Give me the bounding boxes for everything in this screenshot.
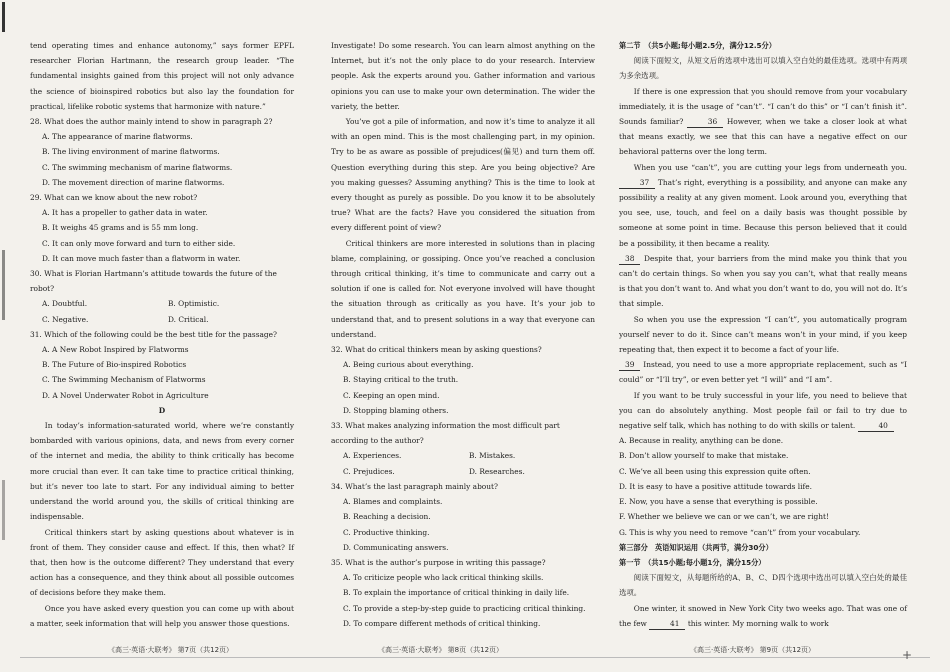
page-7-column: [30, 38, 294, 631]
option: B. The Future of Bio-inspired Robotics: [42, 360, 187, 370]
option: C. The Swimming Mechanism of Flatworms: [42, 375, 206, 385]
scan-edge-mark: [2, 2, 5, 32]
option: B. It weighs 45 grams and is 55 mm long.: [42, 223, 199, 233]
instructions: 阅读下面短文，从短文后的选项中选出可以填入空白处的最佳选项。选项中有两项为多余选项。: [619, 56, 907, 81]
option-row: [42, 312, 294, 327]
option: A. Experiences.: [343, 451, 402, 461]
instructions: 阅读下面短文，从每题所给的A、B、C、D四个选项中选出可以填入空白处的最佳选项。: [619, 573, 907, 598]
section-heading: 第二节 （共5小题;每小题2.5分，满分12.5分）: [619, 41, 776, 50]
option: C. We’ve all been using this expression quite often.: [619, 466, 811, 476]
option: E. Now, you have a sense that everything is possible.: [619, 497, 818, 507]
question-32: 32. What do critical thinkers mean by asking questions?: [331, 345, 542, 355]
option: C. It can only move forward and turn to either side.: [42, 238, 236, 248]
passage-d-paragraph: Critical thinkers start by asking questions about whatever is in front of them. They consider cause and effect. If this, then what? If that, then how is the outcome different? They understand that every action has a consequence, and they think about all possible outcomes of decisions before they make them.: [30, 527, 294, 598]
passage-d-paragraph: You’ve got a pile of information, and now it’s time to analyze it all with an open mind. This is the most challenging part, in my opinion. Try to be as aware as possible of prejudices(偏见) and turn them off. Question everything during this step. Are you being objective? Are you making guesses? Assuming anything? This is the time to look at every thought as purely as possible. Do you know it to be absolutely true? What are the facts? Have you considered the situation from every different point of view?: [331, 117, 595, 233]
option: G. This is why you need to remove “can’t” from your vocabulary.: [619, 527, 861, 537]
option: C. Productive thinking.: [343, 527, 430, 537]
blank-38[interactable]: 38: [619, 253, 640, 265]
passage-d-paragraph: Investigate! Do some research. You can learn almost anything on the Internet, but it’s not the only place to do your research. Interview people. Ask the experts around you. Gather information and various opinions you can use to make your own determination. The wider the variety, the better.: [331, 41, 595, 111]
option: C. The swimming mechanism of marine flatworms.: [42, 162, 233, 172]
option-row: [42, 296, 294, 311]
option: C. Negative.: [42, 314, 89, 324]
blank-40[interactable]: 40: [858, 420, 894, 432]
question-34: 34. What’s the last paragraph mainly about?: [331, 481, 498, 491]
passage-d-paragraph: Once you have asked every question you can come up with about a matter, seek information that will help you answer those questions.: [30, 603, 294, 628]
page-footer: 《高三·英语·大联考》 第8页（共12页）: [378, 646, 504, 654]
option: B. Staying critical to the truth.: [343, 375, 459, 385]
option: D. The movement direction of marine flatworms.: [42, 177, 225, 187]
blank-37[interactable]: 37: [619, 177, 655, 189]
option: A. To criticize people who lack critical thinking skills.: [343, 573, 544, 583]
blank-36[interactable]: 36: [687, 116, 723, 128]
passage-d-paragraph: Critical thinkers are more interested in solutions than in placing blame, complaining, or gossiping. Once you’ve reached a conclusion through critical thinking, it’s time to communicate and carry out a solution if one is called for. Not everyone involved will have thought the situation through as critically as you have. It’s your job to understand that, and to present solutions in a way that everyone can understand.: [331, 238, 595, 339]
section-heading-d: D: [158, 405, 166, 415]
option: D. A Novel Underwater Robot in Agriculture: [42, 390, 209, 400]
cloze-paragraph: If you want to be truly successful in your life, you need to believe that you can do absolutely anything. Most people fail or fail to try due to negative self talk, which has nothing to do with skills or talent. 40: [619, 390, 907, 431]
option: B. Reaching a decision.: [343, 512, 431, 522]
option: A. Doubtful.: [42, 299, 88, 309]
blank-39[interactable]: 39: [619, 359, 640, 371]
option: C. To provide a step-by-step guide to practicing critical thinking.: [343, 603, 586, 613]
option: A. The appearance of marine flatworms.: [42, 132, 193, 142]
option: A. Because in reality, anything can be done.: [619, 436, 784, 446]
option: C. Prejudices.: [343, 466, 395, 476]
page-footer: 《高三·英语·大联考》 第7页（共12页）: [108, 646, 234, 654]
scan-edge-mark: [2, 480, 5, 540]
cloze-paragraph: 39 Instead, you need to use a more appropriate replacement, such as “I could” or “I’ll try”, or even better yet “I will” and “I am”.: [619, 360, 907, 385]
cloze-paragraph: When you use “can’t”, you are cutting your legs from underneath you. 37 That’s right, everything is a possibility, and anyone can make any possibility a reality at any given moment. Look around you, everything that you see, use, touch, and feel on a daily basis was thought possible by someone at some point in time. Because this person believed that it could be a possibility, it then became a reality.: [619, 162, 907, 248]
part-heading: 第三部分 英语知识运用（共两节，满分30分）: [619, 542, 773, 552]
option: A. Being curious about everything.: [343, 360, 474, 370]
option: C. Keeping an open mind.: [343, 390, 440, 400]
option: F. Whether we believe we can or we can’t, we are right!: [619, 512, 829, 522]
cloze-paragraph: 38 Despite that, your barriers from the mind make you think that you can’t do certain things. So when you say you can’t, what that really means is that you don’t want to. And what you don’t want to do, you will not do. It’s that simple.: [619, 253, 907, 309]
option: B. Optimistic.: [168, 299, 220, 309]
section-heading: 第一节 （共15小题;每小题1分，满分15分）: [619, 557, 766, 567]
blank-41[interactable]: 41: [649, 618, 685, 630]
option: D. Researches.: [469, 466, 525, 476]
option-row: [343, 464, 595, 479]
cloze-paragraph: So when you use the expression “I can’t”, you automatically program yourself never to do it. Since can’t means won’t in your mind, if you keep repeating that, then expect it to become a fact of your life.: [619, 314, 907, 355]
option: D. Communicating answers.: [343, 542, 449, 552]
bottom-rule: [20, 657, 930, 658]
cloze-paragraph: If there is one expression that you should remove from your vocabulary immediately, it is the usage of “can’t”. “I can’t do this” or “I can’t finish it”. Sounds familiar? 36 However, when we take a closer look at what that means exactly, we see that this can have a negative effect on our behavioral patterns over the long term.: [619, 86, 907, 157]
option: B. The living environment of marine flatworms.: [42, 147, 220, 157]
option: D. To compare different methods of critical thinking.: [343, 618, 541, 628]
passage-c-ending: tend operating times and enhance autonomy,” says former EPFL researcher Florian Hartmann, the research group leader. “The fundamental insights gained from this project will not only advance the science of bioinspired robotics but also lay the foundation for practical, lifelike robotic systems that harmonize with nature.”: [30, 41, 294, 111]
option: A. It has a propeller to gather data in water.: [42, 208, 208, 218]
page-footer: 《高三·英语·大联考》 第9页（共12页）: [690, 646, 816, 654]
question-35: 35. What is the author’s purpose in writing this passage?: [331, 557, 546, 567]
option: D. Critical.: [168, 314, 209, 324]
question-30: 30. What is Florian Hartmann’s attitude towards the future of the robot?: [30, 269, 277, 294]
cloze-paragraph: One winter, it snowed in New York City two weeks ago. That was one of the few 41 this winter. My morning walk to work: [619, 603, 907, 628]
question-33: 33. What makes analyzing information the most difficult part according to the author?: [331, 421, 560, 446]
question-28: 28. What does the author mainly intend to show in paragraph 2?: [30, 117, 273, 127]
option: D. Stopping blaming others.: [343, 405, 449, 415]
option: B. Don’t allow yourself to make that mistake.: [619, 451, 789, 461]
crop-mark-icon: +: [902, 648, 913, 662]
option: D. It is easy to have a positive attitude towards life.: [619, 481, 812, 491]
option: A. A New Robot Inspired by Flatworms: [42, 345, 189, 355]
page-8-column: [331, 38, 595, 631]
question-29: 29. What can we know about the new robot?: [30, 193, 198, 203]
page-9-column: [619, 38, 907, 631]
option: A. Blames and complaints.: [343, 497, 443, 507]
option-row: [343, 448, 595, 463]
passage-d-paragraph: In today’s information-saturated world, where we’re constantly bombarded with various opinions, data, and news from every corner of the internet and media, the ability to think critically has become more crucial than ever. It can take time to practice critical thinking, but it’s never too late to start. For any individual aiming to better understand the world around you, the skills of critical thinking are indispensable.: [30, 421, 294, 522]
option: B. To explain the importance of critical thinking in daily life.: [343, 588, 570, 598]
question-31: 31. Which of the following could be the best title for the passage?: [30, 329, 277, 339]
option: B. Mistakes.: [469, 451, 516, 461]
option: D. It can move much faster than a flatworm in water.: [42, 253, 241, 263]
scan-edge-mark: [2, 250, 5, 320]
